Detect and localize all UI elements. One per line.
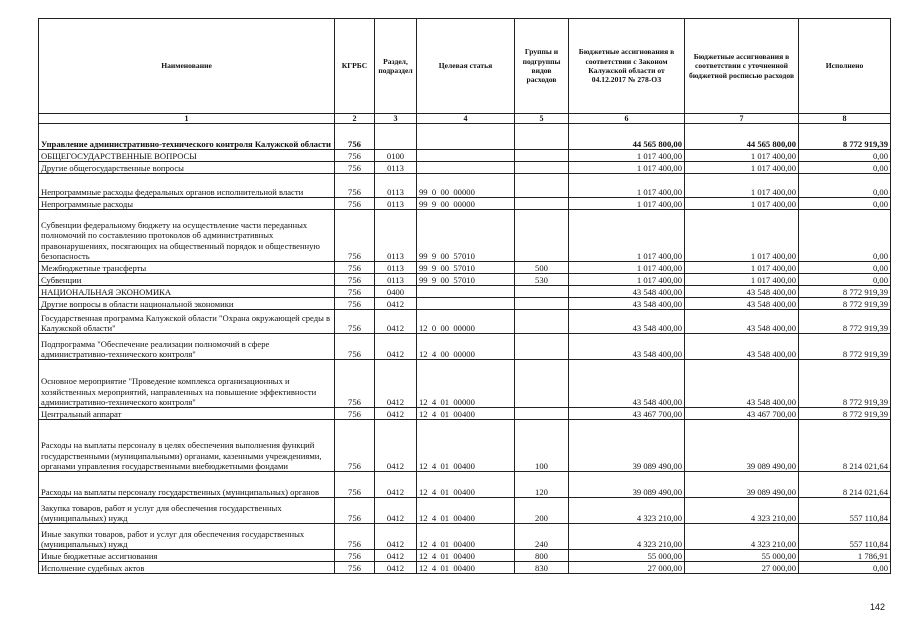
cell-budget-list: 43 548 400,00 <box>685 298 799 310</box>
cell-budget-list: 39 089 490,00 <box>685 472 799 498</box>
cell-budget-list: 1 017 400,00 <box>685 162 799 174</box>
cell-budget-law: 1 017 400,00 <box>569 262 685 274</box>
cell-kgrbs: 756 <box>335 334 375 360</box>
cell-section: 0412 <box>375 498 417 524</box>
cell-kgrbs: 756 <box>335 360 375 408</box>
cell-section: 0113 <box>375 262 417 274</box>
cell-executed: 0,00 <box>799 198 891 210</box>
cell-target: 12 4 01 00000 <box>417 360 515 408</box>
cell-section: 0412 <box>375 298 417 310</box>
cell-budget-list: 1 017 400,00 <box>685 210 799 262</box>
cell-budget-law: 43 548 400,00 <box>569 286 685 298</box>
column-number-row <box>39 114 891 124</box>
cell-budget-law: 43 467 700,00 <box>569 408 685 420</box>
cell-executed: 8 214 021,64 <box>799 420 891 472</box>
cell-target: 12 4 01 00400 <box>417 524 515 550</box>
table-row <box>39 498 891 524</box>
col-number: 1 <box>39 114 335 124</box>
cell-target: 12 4 00 00000 <box>417 334 515 360</box>
table-row <box>39 562 891 574</box>
cell-kgrbs: 756 <box>335 286 375 298</box>
cell-executed: 8 214 021,64 <box>799 472 891 498</box>
cell-executed: 0,00 <box>799 150 891 162</box>
table-row <box>39 524 891 550</box>
cell-executed: 0,00 <box>799 174 891 198</box>
cell-budget-law: 55 000,00 <box>569 550 685 562</box>
cell-section: 0412 <box>375 472 417 498</box>
cell-name: Субвенции <box>39 274 335 286</box>
header-executed: Исполнено <box>799 19 891 114</box>
table-row <box>39 360 891 408</box>
cell-group <box>515 298 569 310</box>
cell-budget-list: 55 000,00 <box>685 550 799 562</box>
cell-budget-list: 43 548 400,00 <box>685 286 799 298</box>
page-number: 142 <box>869 602 885 612</box>
cell-name: Межбюджетные трансферты <box>39 262 335 274</box>
cell-kgrbs: 756 <box>335 562 375 574</box>
table-row <box>39 174 891 198</box>
table-body <box>39 124 891 574</box>
cell-name: Иные закупки товаров, работ и услуг для обеспечения государственных (муниципальных) нужд <box>39 524 335 550</box>
cell-section: 0412 <box>375 334 417 360</box>
cell-budget-law: 4 323 210,00 <box>569 498 685 524</box>
table-row <box>39 420 891 472</box>
table-row <box>39 286 891 298</box>
cell-section: 0113 <box>375 162 417 174</box>
cell-kgrbs: 756 <box>335 210 375 262</box>
cell-kgrbs: 756 <box>335 174 375 198</box>
table-row <box>39 150 891 162</box>
table-row <box>39 472 891 498</box>
cell-section: 0412 <box>375 408 417 420</box>
cell-kgrbs: 756 <box>335 198 375 210</box>
cell-executed: 8 772 919,39 <box>799 124 891 150</box>
cell-group <box>515 150 569 162</box>
cell-executed: 0,00 <box>799 562 891 574</box>
cell-target <box>417 124 515 150</box>
cell-group <box>515 310 569 334</box>
cell-budget-list: 27 000,00 <box>685 562 799 574</box>
col-number: 3 <box>375 114 417 124</box>
table-row <box>39 262 891 274</box>
cell-name: Субвенции федеральному бюджету на осуществление части переданных полномочий по составлению протоколов об административных правонарушениях, посягающих на общественный порядок и общественную безопасность <box>39 210 335 262</box>
cell-target: 12 4 01 00400 <box>417 408 515 420</box>
cell-target: 99 0 00 00000 <box>417 174 515 198</box>
cell-budget-law: 39 089 490,00 <box>569 472 685 498</box>
table-row <box>39 198 891 210</box>
cell-target <box>417 162 515 174</box>
table-row <box>39 162 891 174</box>
cell-kgrbs: 756 <box>335 274 375 286</box>
cell-budget-law: 1 017 400,00 <box>569 198 685 210</box>
cell-budget-list: 43 548 400,00 <box>685 360 799 408</box>
table-header-row <box>39 19 891 114</box>
cell-budget-list: 4 323 210,00 <box>685 498 799 524</box>
cell-kgrbs: 756 <box>335 262 375 274</box>
cell-kgrbs: 756 <box>335 472 375 498</box>
header-name: Наименование <box>39 19 335 114</box>
cell-name: Основное мероприятие "Проведение комплекса организационных и хозяйственных мероприятий, направленных на повышение эффективности административно-технического контроля" <box>39 360 335 408</box>
col-number: 6 <box>569 114 685 124</box>
cell-name: Управление административно-технического контроля Калужской области <box>39 124 335 150</box>
cell-target <box>417 298 515 310</box>
cell-name: Государственная программа Калужской области "Охрана окружающей среды в Калужской области" <box>39 310 335 334</box>
table-row <box>39 274 891 286</box>
cell-budget-law: 44 565 800,00 <box>569 124 685 150</box>
cell-name: Другие общегосударственные вопросы <box>39 162 335 174</box>
cell-executed: 8 772 919,39 <box>799 360 891 408</box>
cell-section: 0113 <box>375 210 417 262</box>
header-section: Раздел, подраздел <box>375 19 417 114</box>
cell-group <box>515 408 569 420</box>
cell-budget-law: 1 017 400,00 <box>569 174 685 198</box>
cell-section: 0113 <box>375 198 417 210</box>
cell-budget-list: 43 548 400,00 <box>685 310 799 334</box>
cell-group: 120 <box>515 472 569 498</box>
table-row <box>39 550 891 562</box>
cell-kgrbs: 756 <box>335 408 375 420</box>
cell-kgrbs: 756 <box>335 162 375 174</box>
budget-table <box>38 18 891 574</box>
cell-name: Исполнение судебных актов <box>39 562 335 574</box>
cell-target: 99 9 00 57010 <box>417 210 515 262</box>
cell-budget-list: 4 323 210,00 <box>685 524 799 550</box>
cell-target: 99 9 00 00000 <box>417 198 515 210</box>
cell-executed: 0,00 <box>799 210 891 262</box>
cell-budget-law: 4 323 210,00 <box>569 524 685 550</box>
cell-group <box>515 286 569 298</box>
cell-group: 240 <box>515 524 569 550</box>
cell-budget-law: 1 017 400,00 <box>569 210 685 262</box>
col-number: 4 <box>417 114 515 124</box>
cell-budget-law: 39 089 490,00 <box>569 420 685 472</box>
cell-section: 0412 <box>375 550 417 562</box>
header-budget-list: Бюджетные ассигнования в соответствии с уточненной бюджетной росписью расходов <box>685 19 799 114</box>
cell-group: 530 <box>515 274 569 286</box>
table-row <box>39 310 891 334</box>
cell-budget-list: 1 017 400,00 <box>685 274 799 286</box>
cell-executed: 557 110,84 <box>799 498 891 524</box>
cell-target <box>417 286 515 298</box>
cell-executed: 8 772 919,39 <box>799 286 891 298</box>
cell-group <box>515 162 569 174</box>
cell-budget-list: 1 017 400,00 <box>685 262 799 274</box>
cell-name: Иные бюджетные ассигнования <box>39 550 335 562</box>
cell-name: Центральный аппарат <box>39 408 335 420</box>
cell-executed: 1 786,91 <box>799 550 891 562</box>
cell-group <box>515 124 569 150</box>
cell-executed: 0,00 <box>799 262 891 274</box>
cell-budget-law: 1 017 400,00 <box>569 162 685 174</box>
cell-executed: 557 110,84 <box>799 524 891 550</box>
cell-section: 0412 <box>375 310 417 334</box>
cell-kgrbs: 756 <box>335 550 375 562</box>
cell-section <box>375 124 417 150</box>
cell-section: 0412 <box>375 360 417 408</box>
cell-budget-law: 43 548 400,00 <box>569 334 685 360</box>
cell-executed: 8 772 919,39 <box>799 310 891 334</box>
cell-kgrbs: 756 <box>335 310 375 334</box>
cell-budget-law: 43 548 400,00 <box>569 310 685 334</box>
cell-budget-list: 1 017 400,00 <box>685 174 799 198</box>
cell-kgrbs: 756 <box>335 420 375 472</box>
cell-section: 0113 <box>375 174 417 198</box>
table-row <box>39 334 891 360</box>
cell-group <box>515 210 569 262</box>
cell-target: 12 4 01 00400 <box>417 550 515 562</box>
cell-section: 0100 <box>375 150 417 162</box>
cell-target: 99 9 00 57010 <box>417 262 515 274</box>
cell-kgrbs: 756 <box>335 498 375 524</box>
cell-executed: 0,00 <box>799 274 891 286</box>
col-number: 2 <box>335 114 375 124</box>
cell-target: 12 4 01 00400 <box>417 562 515 574</box>
cell-group: 200 <box>515 498 569 524</box>
header-kgrbs: КГРБС <box>335 19 375 114</box>
cell-group <box>515 360 569 408</box>
cell-name: Расходы на выплаты персоналу в целях обеспечения выполнения функций государственными (муниципальными) органами, казенными учреждениями, органами управления государственными внебюджетными фондами <box>39 420 335 472</box>
col-number: 8 <box>799 114 891 124</box>
cell-target: 12 4 01 00400 <box>417 472 515 498</box>
header-group: Группы и подгруппы видов расходов <box>515 19 569 114</box>
cell-name: Расходы на выплаты персоналу государственных (муниципальных) органов <box>39 472 335 498</box>
cell-kgrbs: 756 <box>335 524 375 550</box>
cell-executed: 8 772 919,39 <box>799 334 891 360</box>
cell-name: Закупка товаров, работ и услуг для обеспечения государственных (муниципальных) нужд <box>39 498 335 524</box>
cell-kgrbs: 756 <box>335 298 375 310</box>
col-number: 7 <box>685 114 799 124</box>
cell-budget-law: 43 548 400,00 <box>569 298 685 310</box>
cell-budget-law: 1 017 400,00 <box>569 274 685 286</box>
cell-budget-list: 1 017 400,00 <box>685 198 799 210</box>
cell-budget-law: 27 000,00 <box>569 562 685 574</box>
cell-section: 0412 <box>375 562 417 574</box>
cell-name: Другие вопросы в области национальной экономики <box>39 298 335 310</box>
table-row <box>39 408 891 420</box>
cell-executed: 0,00 <box>799 162 891 174</box>
table-row <box>39 124 891 150</box>
cell-section: 0400 <box>375 286 417 298</box>
cell-executed: 8 772 919,39 <box>799 408 891 420</box>
cell-group: 800 <box>515 550 569 562</box>
header-target: Целевая статья <box>417 19 515 114</box>
cell-group: 830 <box>515 562 569 574</box>
budget-report-sheet <box>38 18 890 574</box>
cell-section: 0113 <box>375 274 417 286</box>
cell-budget-list: 44 565 800,00 <box>685 124 799 150</box>
cell-target: 99 9 00 57010 <box>417 274 515 286</box>
cell-budget-list: 1 017 400,00 <box>685 150 799 162</box>
cell-group <box>515 174 569 198</box>
cell-section: 0412 <box>375 420 417 472</box>
cell-name: НАЦИОНАЛЬНАЯ ЭКОНОМИКА <box>39 286 335 298</box>
table-row <box>39 210 891 262</box>
cell-budget-list: 43 548 400,00 <box>685 334 799 360</box>
cell-budget-list: 43 467 700,00 <box>685 408 799 420</box>
cell-name: Непрограммные расходы <box>39 198 335 210</box>
cell-group: 500 <box>515 262 569 274</box>
cell-group <box>515 334 569 360</box>
cell-budget-law: 1 017 400,00 <box>569 150 685 162</box>
cell-target <box>417 150 515 162</box>
cell-name: Непрограммные расходы федеральных органов исполнительной власти <box>39 174 335 198</box>
cell-executed: 8 772 919,39 <box>799 298 891 310</box>
cell-kgrbs: 756 <box>335 150 375 162</box>
col-number: 5 <box>515 114 569 124</box>
cell-target: 12 4 01 00400 <box>417 498 515 524</box>
cell-group: 100 <box>515 420 569 472</box>
cell-name: ОБЩЕГОСУДАРСТВЕННЫЕ ВОПРОСЫ <box>39 150 335 162</box>
cell-section: 0412 <box>375 524 417 550</box>
cell-target: 12 4 01 00400 <box>417 420 515 472</box>
cell-kgrbs: 756 <box>335 124 375 150</box>
table-row <box>39 298 891 310</box>
cell-group <box>515 198 569 210</box>
cell-budget-law: 43 548 400,00 <box>569 360 685 408</box>
cell-budget-list: 39 089 490,00 <box>685 420 799 472</box>
header-budget-law: Бюджетные ассигнования в соответствии с Законом Калужской области от 04.12.2017 № 278-ОЗ <box>569 19 685 114</box>
cell-target: 12 0 00 00000 <box>417 310 515 334</box>
cell-name: Подпрограмма "Обеспечение реализации полномочий в сфере административно-технического контроля" <box>39 334 335 360</box>
